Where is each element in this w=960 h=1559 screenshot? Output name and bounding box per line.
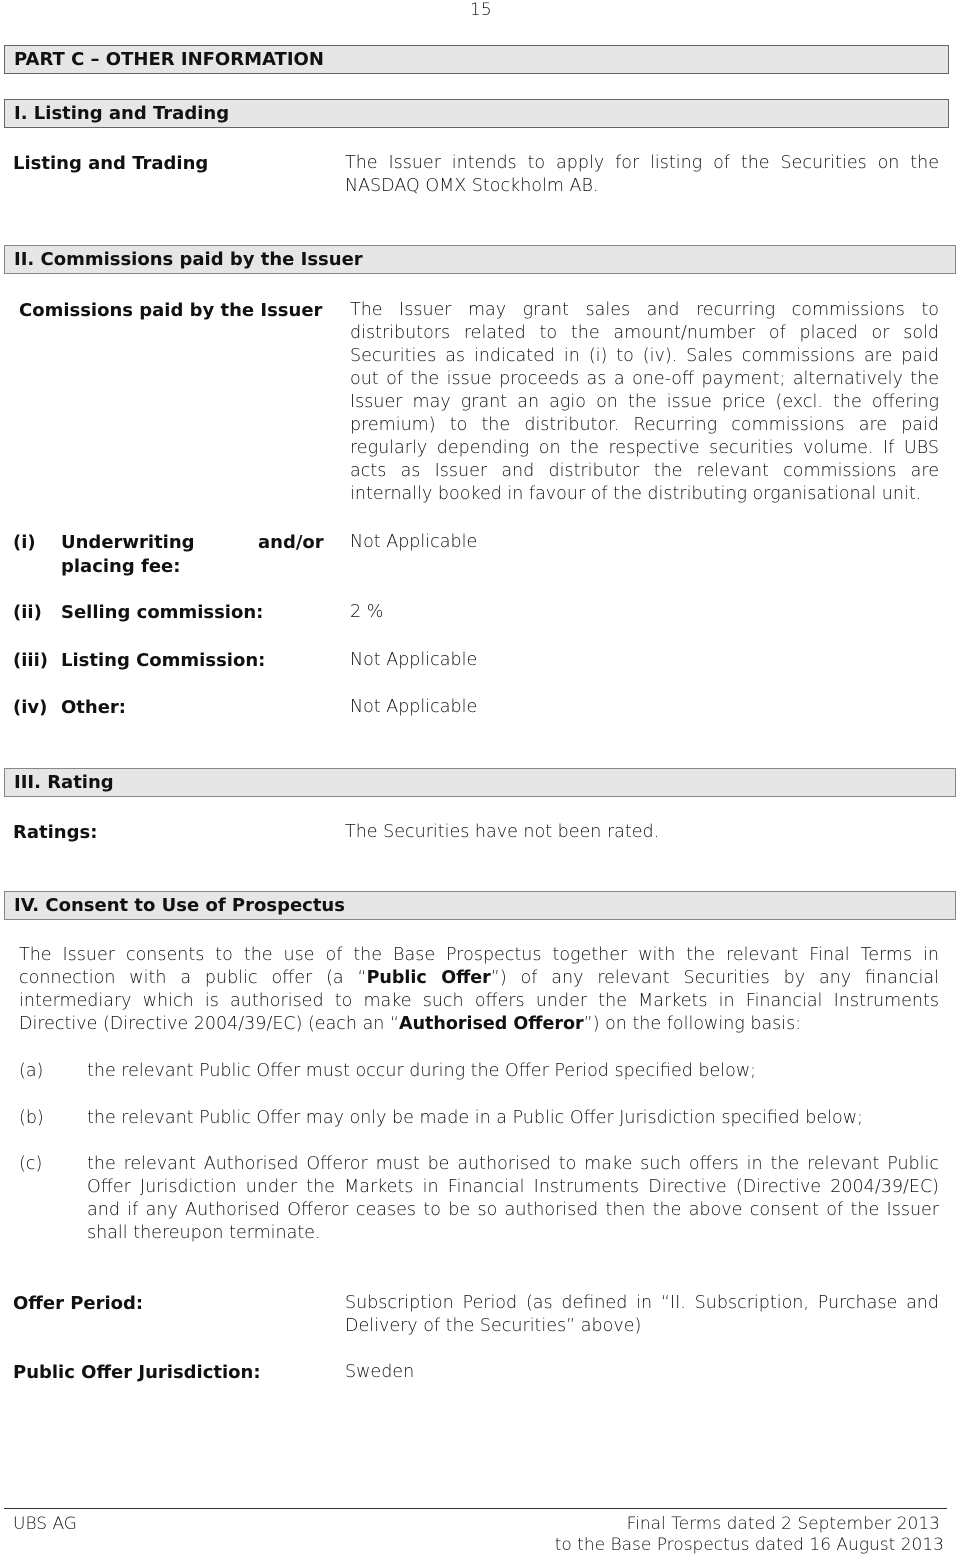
section-2-text: The Issuer may grant sales and recurring commissions to distributors related to the amount/number of placed or sold Securities as indicated in (i) to (iv). Sales commissions are paid out of the issue proceeds as a one-off payment; alternatively the Issuer may grant an agio on the issue price (excl. the offering premium) to the distributor. Recurring commissions are paid regularly depending on the respective securities volume. If UBS acts as Issuer and distributor the relevant commissions are internally booked in favour of the distributing organisational unit. xyxy=(350,300,939,504)
commission-item-label: Underwriting xyxy=(61,532,195,553)
offer-period-label: Offer Period: xyxy=(13,1293,144,1314)
commission-item-num: (iii) xyxy=(13,650,48,671)
part-c-heading-box xyxy=(4,45,949,74)
commission-item-label: Listing Commission: xyxy=(61,650,266,671)
offer-period-value: Subscription Period (as defined in “II. Subscription, Purchase and Delivery of the Securities” above) xyxy=(345,1293,939,1336)
commission-item-num: (i) xyxy=(13,532,36,553)
section-1-label: Listing and Trading xyxy=(13,153,209,174)
commission-item-value: Not Applicable xyxy=(350,650,478,670)
consent-intro-text: ”) of any relevant Securities by any financial intermediary which is authorised to make such offers under the Markets in Financial Instruments Directive (Directive 2004/39/EC) (each an “ xyxy=(19,968,940,1034)
section-4-heading: IV. Consent to Use of Prospectus xyxy=(14,895,345,916)
section-1-heading-box xyxy=(4,99,949,128)
footer-divider xyxy=(4,1508,947,1509)
condition-num: (c) xyxy=(19,1154,43,1174)
section-3-heading-box xyxy=(4,768,956,797)
section-4-heading-box xyxy=(4,891,956,920)
condition-text: the relevant Authorised Offeror must be authorised to make such offers in the relevant Public Offer Jurisdiction under the Markets in Financial Instruments Directive (Directive 2004/39/EC) and if any Authorised Offeror ceases to be so authorised then the above consent of the Issuer shall thereupon terminate. xyxy=(87,1154,939,1243)
page-number: 15 xyxy=(470,0,492,20)
commission-item-value: Not Applicable xyxy=(350,532,478,552)
footer-base-prospectus: to the Base Prospectus dated 16 August 2013 xyxy=(554,1535,944,1555)
commission-item-label: Other: xyxy=(61,697,127,718)
commission-item-value: 2 % xyxy=(350,602,384,622)
section-3-heading: III. Rating xyxy=(14,772,114,793)
commission-item-num: (iv) xyxy=(13,697,48,718)
part-c-heading: PART C – OTHER INFORMATION xyxy=(14,49,324,70)
public-offer-term: Public Offer xyxy=(366,968,491,988)
commission-item-label: placing fee: xyxy=(61,556,181,577)
footer-final-terms: Final Terms dated 2 September 2013 xyxy=(626,1514,940,1534)
condition-text: the relevant Public Offer must occur during the Offer Period specified below; xyxy=(87,1061,757,1081)
consent-intro-text: The Issuer consents to the use of the Base Prospectus together with the relevant Final Terms in connection with a public offer (a “ xyxy=(19,945,939,988)
section-2-heading-box xyxy=(4,245,956,274)
condition-num: (b) xyxy=(19,1108,44,1128)
commission-item-label: and/or xyxy=(258,532,324,553)
section-1-text: The Issuer intends to apply for listing of the Securities on the NASDAQ OMX Stockholm AB. xyxy=(345,153,939,196)
commission-item-value: Not Applicable xyxy=(350,697,478,717)
condition-text: the relevant Public Offer may only be made in a Public Offer Jurisdiction specified below; xyxy=(87,1108,863,1128)
jurisdiction-value: Sweden xyxy=(345,1362,415,1382)
consent-intro-text: ”) on the following basis: xyxy=(583,1014,802,1034)
consent-intro xyxy=(19,944,939,1036)
section-1-heading: I. Listing and Trading xyxy=(14,103,230,124)
condition-num: (a) xyxy=(19,1061,44,1081)
section-3-label: Ratings: xyxy=(13,822,98,843)
commission-item-num: (ii) xyxy=(13,602,42,623)
section-3-text: The Securities have not been rated. xyxy=(345,822,660,842)
section-2-label: Comissions paid by the Issuer xyxy=(19,300,323,321)
authorised-offeror-term: Authorised Offeror xyxy=(399,1014,584,1034)
commission-item-label: Selling commission: xyxy=(61,602,264,623)
jurisdiction-label: Public Offer Jurisdiction: xyxy=(13,1362,261,1383)
footer-issuer: UBS AG xyxy=(13,1514,77,1534)
section-2-heading: II. Commissions paid by the Issuer xyxy=(14,249,363,270)
